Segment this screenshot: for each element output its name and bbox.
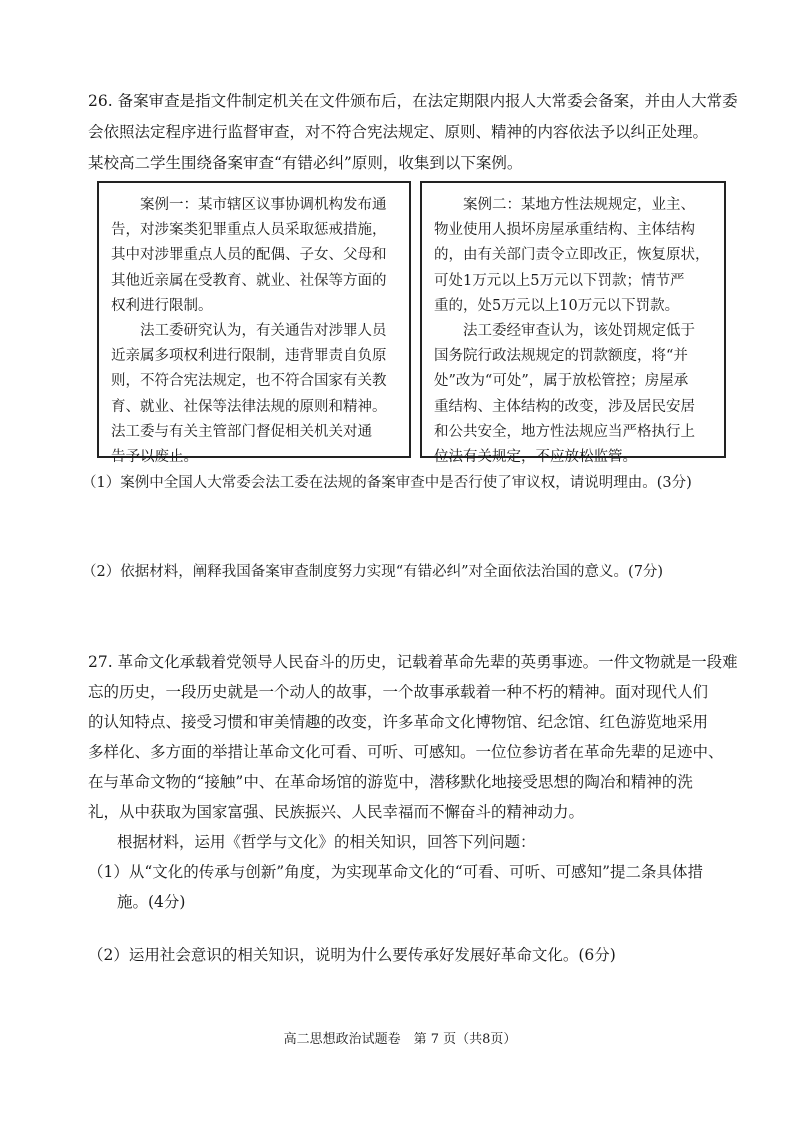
q26-sub-question-1: （1）案例中全国人大常委会法工委在法规的备案审查中是否行使了审议权，请说明理由。(3分) bbox=[82, 475, 692, 491]
case1-line: 其他近亲属在受教育、就业、社保等方面的 bbox=[111, 272, 387, 289]
case2-line: 物业使用人损坏房屋承重结构、主体结构 bbox=[434, 222, 695, 239]
q27-sub-question-2: （2）运用社会意识的相关知识，说明为什么要传承好发展好革命文化。(6分) bbox=[88, 946, 616, 964]
case2-line: 案例二：某地方性法规规定，业主、 bbox=[463, 197, 695, 213]
q27-intro-line-6: 礼，从中获取为国家富强、民族振兴、人民幸福而不懈奋斗的精神动力。 bbox=[88, 803, 585, 821]
q27-sub-question-1-line-2: 施。(4分) bbox=[117, 893, 186, 911]
case1-line: 法工委与有关主管部门督促相关机关对通 bbox=[111, 423, 372, 440]
case2-text bbox=[434, 193, 716, 470]
q26-intro-line-2: 会依照法定程序进行监督审查，对不符合宪法规定、原则、精神的内容依法予以纠正处理。 bbox=[88, 123, 709, 141]
case1-line: 育、就业、社保等法律法规的原则和精神。 bbox=[111, 398, 387, 415]
case1-box bbox=[97, 181, 411, 465]
case1-line: 其中对涉罪重点人员的配偶、子女、父母和 bbox=[111, 247, 387, 264]
case2-line: 处”改为“可处”，属于放松管控；房屋承 bbox=[434, 373, 689, 390]
case1-line: 则，不符合宪法规定，也不符合国家有关教 bbox=[111, 373, 387, 390]
q26-intro-line-1: 26. 备案审查是指文件制定机关在文件颁布后，在法定期限内报人大常委会备案，并由人大常委 bbox=[88, 92, 738, 110]
case2-line: 重结构、主体结构的改变，涉及居民安居 bbox=[434, 398, 695, 415]
case1-line: 权利进行限制。 bbox=[111, 297, 213, 314]
page-footer: 高二思想政治试题卷 第 7 页（共8页） bbox=[283, 1032, 517, 1047]
case1-text bbox=[111, 193, 401, 470]
case2-line: 和公共安全，地方性法规应当严格执行上 bbox=[434, 423, 695, 440]
q27-intro-line-4: 多样化、多方面的举措让革命文化可看、可听、可感知。一位位参访者在革命先辈的足迹中、 bbox=[88, 743, 724, 761]
case1-line: 告予以废止。 bbox=[111, 448, 198, 465]
q27-intro-line-1: 27. 革命文化承载着党领导人民奋斗的历史，记载着革命先辈的英勇事迹。一件文物就是一段难 bbox=[88, 653, 738, 671]
q27-intro-line-3: 的认知特点、接受习惯和审美情趣的改变，许多革命文化博物馆、纪念馆、红色游览地采用 bbox=[88, 713, 709, 731]
case1-line: 告，对涉案类犯罪重点人员采取惩戒措施， bbox=[111, 222, 387, 239]
case2-line: 法工委经审查认为，该处罚规定低于 bbox=[463, 322, 695, 339]
case1-line: 法工委研究认为，有关通告对涉罪人员 bbox=[140, 322, 387, 339]
case2-line: 重的，处5万元以上10万元以下罚款。 bbox=[434, 297, 680, 314]
case1-line: 近亲属多项权利进行限制，违背罪责自负原 bbox=[111, 348, 387, 365]
q27-instruction: 根据材料，运用《哲学与文化》的相关知识，回答下列问题： bbox=[117, 833, 536, 851]
case2-line: 国务院行政法规规定的罚款额度，将“并 bbox=[434, 348, 688, 365]
case2-box bbox=[420, 181, 726, 465]
q27-intro-line-2: 忘的历史，一段历史就是一个动人的故事，一个故事承载着一种不朽的精神。面对现代人们 bbox=[88, 683, 709, 701]
q26-sub-question-2: （2）依据材料，阐释我国备案审查制度努力实现“有错必纠”对全面依法治国的意义。(7分) bbox=[82, 564, 664, 580]
q27-intro-line-5: 在与革命文物的“接触”中、在革命场馆的游览中，潜移默化地接受思想的陶冶和精神的洗 bbox=[88, 773, 693, 791]
q27-sub-question-1-line-1: （1）从“文化的传承与创新”角度，为实现革命文化的“可看、可听、可感知”提二条具体措 bbox=[88, 863, 704, 881]
case2-line: 位法有关规定，不应放松监管。 bbox=[434, 448, 637, 465]
case1-line: 案例一：某市辖区议事协调机构发布通 bbox=[140, 197, 387, 213]
case2-line: 可处1万元以上5万元以下罚款；情节严 bbox=[434, 272, 685, 289]
q26-intro-line-3: 某校高二学生围绕备案审查“有错必纠”原则，收集到以下案例。 bbox=[88, 154, 523, 172]
case2-line: 的，由有关部门责令立即改正，恢复原状， bbox=[434, 247, 710, 264]
